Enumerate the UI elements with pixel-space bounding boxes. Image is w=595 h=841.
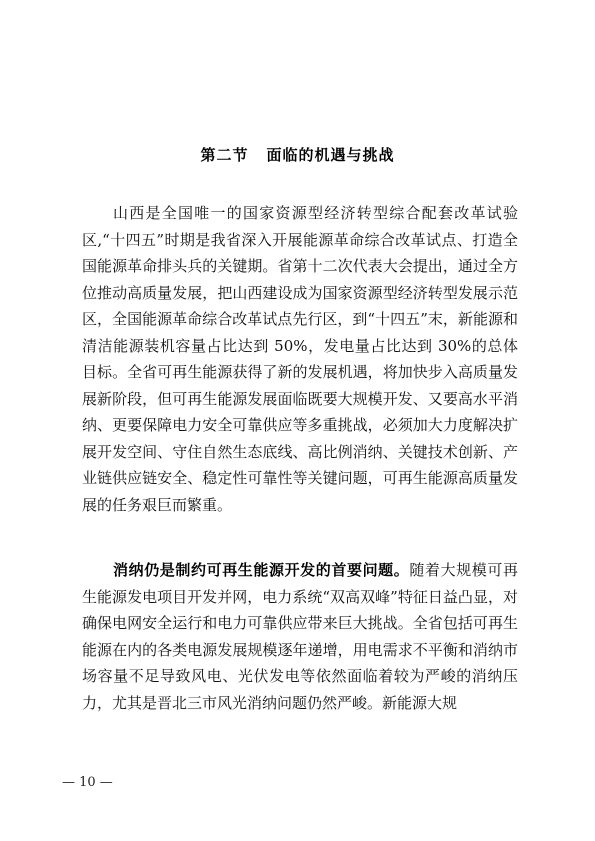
page-number: — 10 — (62, 775, 113, 790)
section-title-text: 面临的机遇与挑战 (266, 146, 395, 164)
paragraph-text: 山西是全国唯一的国家资源型经济转型综合配套改革试验区,“十四五”时期是我省深入开展能源革命综合改革试点、打造全国能源革命排头兵的关键期。省第十二次代表大会提出，通过全方位推动高质量发展，把山西建设成为国家资源型经济转型发展示范区，全国能源革命综合改革试点先行区，到“十四五”末，新能源和清洁能源装机容量占比达到 50%，发电量占比达到 30%的总体目标。全省可再生能源获得了新的发展机遇，将加快步入高质量发展新阶段，但可再生能源发展面临既要大规模开发、又要高水平消纳、更要保障电力安全可靠供应等多重挑战，必须加大力度解决扩展开发空间、守住自然生态底线、高比例消纳、关键技术创新、产业链供应链安全、稳定性可靠性等关键问题，可再生能源高质量发展的任务艰巨而繁重。 (82, 204, 518, 514)
section-heading (0, 144, 595, 165)
paragraph-opportunities (82, 200, 518, 518)
paragraph-consumption-challenge (82, 557, 518, 716)
paragraph-lead-bold: 消纳仍是制约可再生能源开发的首要问题。 (113, 561, 410, 579)
section-number: 第二节 (200, 146, 249, 164)
paragraph-text: 随着大规模可再生能源发电项目开发并网，电力系统“双高双峰”特征日益凸显，对确保电网安全运行和电力可靠供应带来巨大挑战。全省包括可再生能源在内的各类电源发展规模逐年递增，用电需求不平衡和消纳市场容量不足导致风电、光伏发电等依然面临着较为严峻的消纳压力，尤其是晋北三市风光消纳问题仍然严峻。新能源大规 (82, 561, 518, 712)
